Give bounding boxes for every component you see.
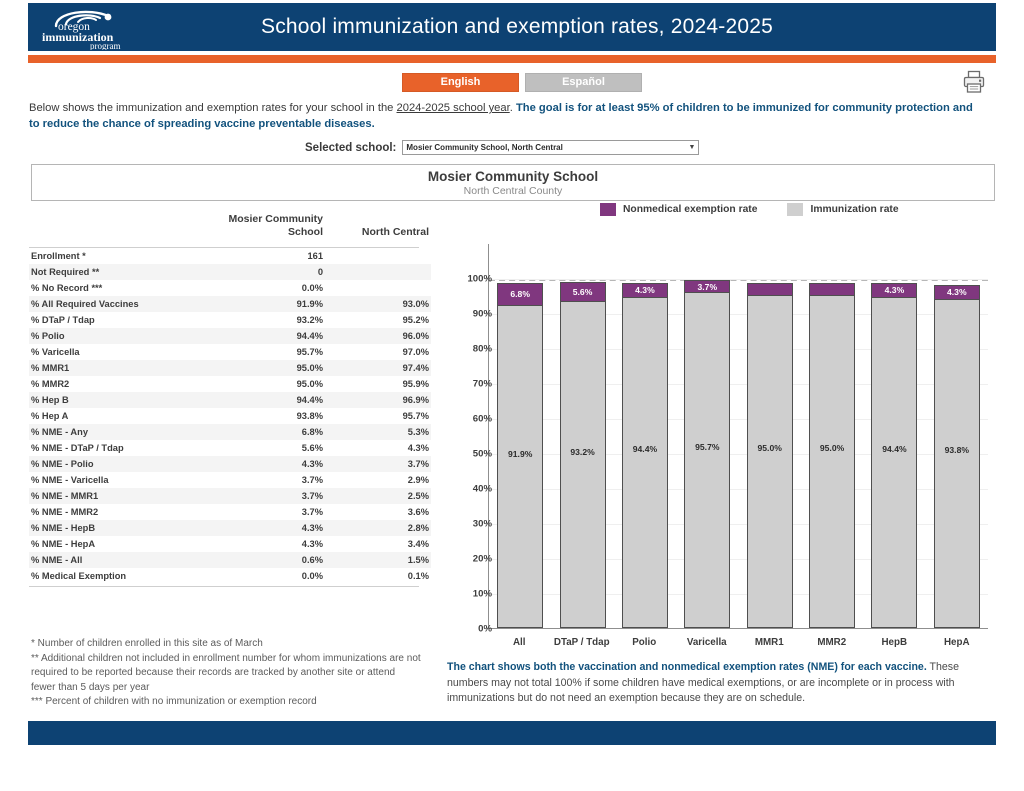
table-cell-metric: % Polio <box>29 328 201 344</box>
school-banner-name: Mosier Community School <box>427 168 599 184</box>
table-row <box>29 264 431 280</box>
table-cell-school-value: 94.4% <box>201 392 325 408</box>
chart-stacked-bar[interactable] <box>809 283 855 628</box>
table-row <box>29 568 431 584</box>
table-cell-county-value: 3.7% <box>325 456 431 472</box>
table-row <box>29 376 431 392</box>
chart-stacked-bar[interactable] <box>871 283 917 628</box>
footnote-1: * Number of children enrolled in this site as of March <box>31 638 263 649</box>
intro-goal-text: The goal is for at least 95% of children to be immunized for community protection and to reduce the chance of spreading vaccine preventable diseases. <box>29 102 973 130</box>
table-cell-county-value: 96.0% <box>325 328 431 344</box>
chart-bar-column[interactable] <box>676 244 738 628</box>
table-cell-metric: % NME - HepA <box>31 539 96 549</box>
table-cell-county-value: 97.0% <box>402 347 429 357</box>
chart-segment-immunization-label: 93.8% <box>944 445 969 456</box>
legend-label-immunization: Immunization rate <box>810 204 899 215</box>
svg-text:program: program <box>90 41 121 50</box>
table-cell-metric: % NME - DTaP / Tdap <box>31 443 124 453</box>
chart-y-tick-label: 70% <box>472 378 492 390</box>
table-row <box>29 296 431 312</box>
table-cell-metric: % NME - Any <box>29 424 201 440</box>
table-cell-metric: % NME - MMR2 <box>31 507 99 517</box>
table-cell-metric: % NME - Varicella <box>31 475 109 485</box>
chevron-down-icon: ▼ <box>688 144 696 151</box>
table-cell-metric: % NME - HepB <box>29 520 201 536</box>
chart-y-tick-label: 40% <box>472 483 492 495</box>
table-cell-county-value: 1.5% <box>325 552 431 568</box>
table-cell-metric: % NME - All <box>29 552 201 568</box>
chart-segment-nme[interactable]: 5.6% <box>560 282 606 302</box>
school-select-value: Mosier Community School, North Central <box>406 143 563 152</box>
chart-bar-column[interactable] <box>551 244 613 628</box>
chart-y-tick-label: 10% <box>472 588 492 600</box>
chart-bar-column[interactable] <box>926 244 988 628</box>
table-cell-county-value: 93.0% <box>325 296 431 312</box>
table-header-row <box>29 213 431 247</box>
table-cell-school-value: 93.2% <box>296 315 323 325</box>
legend-label-nme: Nonmedical exemption rate <box>623 204 758 215</box>
table-cell-school-value: 0.6% <box>201 552 325 568</box>
table-row <box>29 488 431 504</box>
chart-stacked-bar[interactable] <box>560 282 606 628</box>
school-banner-county: North Central County <box>463 184 563 197</box>
table-cell-school-value: 94.4% <box>201 328 325 344</box>
table-cell-county-value: 97.4% <box>325 360 431 376</box>
chart-segment-immunization-label: 95.0% <box>757 443 782 454</box>
chart-y-tick-label: 0% <box>478 623 492 635</box>
chart-segment-immunization-label: 95.0% <box>819 443 845 454</box>
stats-table-body <box>29 248 431 584</box>
table-cell-school-value: 0 <box>201 264 325 280</box>
school-selector-label: Selected school: <box>305 141 397 154</box>
chart-y-tick-label: 90% <box>472 308 492 320</box>
chart-plot-area <box>488 244 988 629</box>
table-cell-school-value: 91.9% <box>201 296 325 312</box>
chart-y-tick-label: 80% <box>472 343 492 355</box>
table-col-header-school: Mosier Community School <box>228 213 323 238</box>
chart-bar-column[interactable] <box>863 244 925 628</box>
chart-segment-immunization[interactable] <box>560 302 606 628</box>
chart-segment-immunization[interactable] <box>747 296 793 629</box>
legend-swatch-nme <box>600 203 616 216</box>
chart-bar-column[interactable] <box>614 244 676 628</box>
table-row <box>29 280 431 296</box>
page-title-wrap <box>38 15 996 39</box>
table-cell-county-value: 95.9% <box>402 379 429 389</box>
stats-table-body-table <box>29 248 431 584</box>
table-row <box>29 248 431 264</box>
table-row <box>29 360 431 376</box>
school-selector-row <box>305 140 699 155</box>
legend-swatch-immunization <box>787 203 803 216</box>
chart-segment-nme[interactable]: 6.8% <box>497 283 543 307</box>
page-footer <box>28 721 996 745</box>
table-row <box>29 504 431 520</box>
table-col-header-metric <box>29 213 201 247</box>
chart-segment-immunization-label: 93.2% <box>570 446 595 457</box>
chart-note-bold: The chart shows both the vaccination and nonmedical exemption rates (NME) for each vaccine. <box>447 661 927 673</box>
chart-x-axis <box>488 637 988 648</box>
table-row <box>29 328 431 344</box>
chart-x-tick-label: HepA <box>943 637 970 648</box>
table-cell-metric: % Medical Exemption <box>31 571 127 581</box>
intro-school-year-link[interactable]: 2024-2025 school year <box>396 102 510 114</box>
table-cell-county-value: 2.5% <box>325 488 431 504</box>
chart-segment-immunization[interactable] <box>497 306 543 628</box>
table-cell-county-value: 95.2% <box>402 315 429 325</box>
chart-x-tick-label: All <box>512 637 526 648</box>
legend-item-immunization <box>787 203 898 216</box>
chart-bar-column[interactable] <box>489 244 551 628</box>
chart-x-tick-label: MMR1 <box>754 637 784 648</box>
chart-stacked-bar[interactable] <box>747 283 793 628</box>
oregon-immunization-program-logo <box>38 3 168 51</box>
chart-y-tick-label: 100% <box>467 273 492 285</box>
table-cell-school-value: 161 <box>307 251 323 261</box>
table-cell-school-value: 4.3% <box>301 539 323 549</box>
chart-y-tick-label: 20% <box>472 553 492 565</box>
table-cell-metric: % DTaP / Tdap <box>31 315 95 325</box>
table-row <box>29 520 431 536</box>
chart-y-tick-label: 50% <box>472 448 492 460</box>
chart-segment-immunization[interactable] <box>809 296 855 629</box>
chart-x-tick-label: Polio <box>632 637 657 648</box>
chart-x-tick-label: DTaP / Tdap <box>553 637 610 648</box>
table-footnotes <box>31 637 421 710</box>
table-cell-school-value: 6.8% <box>201 424 325 440</box>
orange-divider <box>28 55 996 63</box>
chart-note <box>447 660 995 707</box>
table-cell-school-value: 93.8% <box>296 411 323 421</box>
table-cell-county-value: 3.4% <box>407 539 429 549</box>
language-toggle-group[interactable] <box>402 73 642 92</box>
chart-stacked-bar[interactable] <box>622 283 668 628</box>
table-cell-metric: % Varicella <box>31 347 80 357</box>
table-cell-county-value: 2.8% <box>325 520 431 536</box>
chart-segment-immunization-label: 94.4% <box>882 444 907 455</box>
table-cell-metric: % All Required Vaccines <box>29 296 201 312</box>
table-cell-school-value: 3.7% <box>301 507 323 517</box>
table-footer-divider <box>29 586 419 587</box>
school-select-dropdown[interactable] <box>402 140 699 155</box>
stats-table-wrap <box>29 213 429 587</box>
chart-bar-column[interactable] <box>801 244 863 628</box>
table-cell-county-value: 96.9% <box>325 392 431 408</box>
footnote-3: *** Percent of children with no immunization or exemption record <box>31 696 317 708</box>
table-cell-school-value: 3.7% <box>301 475 323 485</box>
table-row <box>29 312 431 328</box>
chart-segment-immunization-label: 94.4% <box>632 444 658 455</box>
chart-segment-nme[interactable] <box>747 283 793 296</box>
chart-segment-immunization[interactable] <box>684 293 730 628</box>
table-cell-county-value: 2.9% <box>407 475 429 485</box>
chart-note-rest: These numbers may not total 100% if some children have medical exemptions, or are incomplete or in process with immunizations but do not need an exemption because they are on schedule. <box>447 661 959 704</box>
table-row <box>29 552 431 568</box>
school-banner <box>31 164 995 201</box>
table-row <box>29 536 431 552</box>
table-cell-school-value: 0.0% <box>301 571 323 581</box>
stats-table <box>29 213 431 247</box>
intro-paragraph <box>29 100 979 132</box>
chart-stacked-bar[interactable] <box>684 280 730 628</box>
chart-segment-immunization-label: 95.7% <box>695 441 720 452</box>
chart-segment-nme[interactable]: 4.3% <box>934 285 980 300</box>
table-cell-county-value: 5.3% <box>325 424 431 440</box>
chart-stacked-bar[interactable] <box>934 285 980 628</box>
chart-segment-immunization[interactable] <box>934 300 980 628</box>
chart-segment-immunization[interactable] <box>622 298 668 628</box>
print-icon[interactable] <box>963 70 985 97</box>
table-col-header-county: North Central <box>361 226 429 238</box>
intro-text-part1: Below shows the immunization and exemption rates for your school in the <box>29 102 397 114</box>
stats-table-head <box>29 213 431 247</box>
chart-stacked-bar[interactable] <box>497 283 543 628</box>
table-cell-metric: % MMR2 <box>31 379 70 389</box>
table-cell-county-value: 3.6% <box>407 507 429 517</box>
chart-legend <box>600 203 899 216</box>
chart-segment-nme[interactable]: 3.7% <box>684 280 730 293</box>
chart-segment-immunization-label: 91.9% <box>508 449 533 460</box>
table-cell-metric: Enrollment * <box>31 251 86 261</box>
table-cell-metric: % NME - Polio <box>29 456 201 472</box>
legend-item-nme <box>600 203 757 216</box>
svg-text:oregon: oregon <box>58 21 90 33</box>
chart-bar-column[interactable] <box>739 244 801 628</box>
table-row <box>29 344 431 360</box>
immunization-chart <box>440 200 996 650</box>
table-cell-county-value: 0.1% <box>407 571 429 581</box>
table-cell-county-value <box>325 264 431 280</box>
app-header <box>28 3 996 51</box>
table-row <box>29 440 431 456</box>
table-cell-school-value: 95.7% <box>296 347 323 357</box>
language-button-spanish[interactable]: Español <box>525 73 642 92</box>
table-cell-metric: Not Required ** <box>29 264 201 280</box>
table-cell-metric: % Hep B <box>29 392 201 408</box>
table-cell-metric: % MMR1 <box>29 360 201 376</box>
table-cell-county-value <box>325 280 431 296</box>
table-row <box>29 424 431 440</box>
table-cell-school-value: 4.3% <box>201 520 325 536</box>
table-cell-school-value: 4.3% <box>201 456 325 472</box>
table-cell-metric: % Hep A <box>31 411 69 421</box>
table-cell-school-value: 3.7% <box>201 488 325 504</box>
chart-x-tick-label: Varicella <box>686 637 727 648</box>
chart-x-tick-label: HepB <box>881 637 908 648</box>
table-cell-school-value: 0.0% <box>301 283 323 293</box>
svg-text:immunization: immunization <box>42 30 114 44</box>
footnote-2: ** Additional children not included in enrollment number for whom immunizations are not required to be reported because their records are tracked by another site or attend fewer than 5 days per year <box>31 652 421 693</box>
chart-segment-nme[interactable] <box>809 283 855 296</box>
table-cell-school-value: 95.0% <box>296 379 323 389</box>
intro-text-part2: . <box>509 102 516 114</box>
table-cell-school-value: 5.6% <box>301 443 323 453</box>
page-title: School immunization and exemption rates, 2024-2025 <box>261 15 773 38</box>
chart-y-tick-label: 30% <box>472 518 492 530</box>
chart-segment-immunization[interactable] <box>871 298 917 628</box>
chart-segment-nme[interactable]: 4.3% <box>871 283 917 298</box>
table-row <box>29 408 431 424</box>
table-row <box>29 472 431 488</box>
language-button-english[interactable]: English <box>402 73 519 92</box>
table-cell-county-value: 95.7% <box>402 411 429 421</box>
table-cell-county-value: 4.3% <box>407 443 429 453</box>
table-row <box>29 392 431 408</box>
table-row <box>29 456 431 472</box>
chart-y-tick-label: 60% <box>472 413 492 425</box>
chart-x-tick-label: MMR2 <box>817 637 847 648</box>
table-cell-metric: % NME - MMR1 <box>29 488 201 504</box>
table-cell-metric: % No Record *** <box>31 283 103 293</box>
chart-segment-nme[interactable]: 4.3% <box>622 283 668 298</box>
table-cell-county-value <box>325 248 431 264</box>
chart-bars <box>489 244 988 628</box>
table-cell-school-value: 95.0% <box>201 360 325 376</box>
